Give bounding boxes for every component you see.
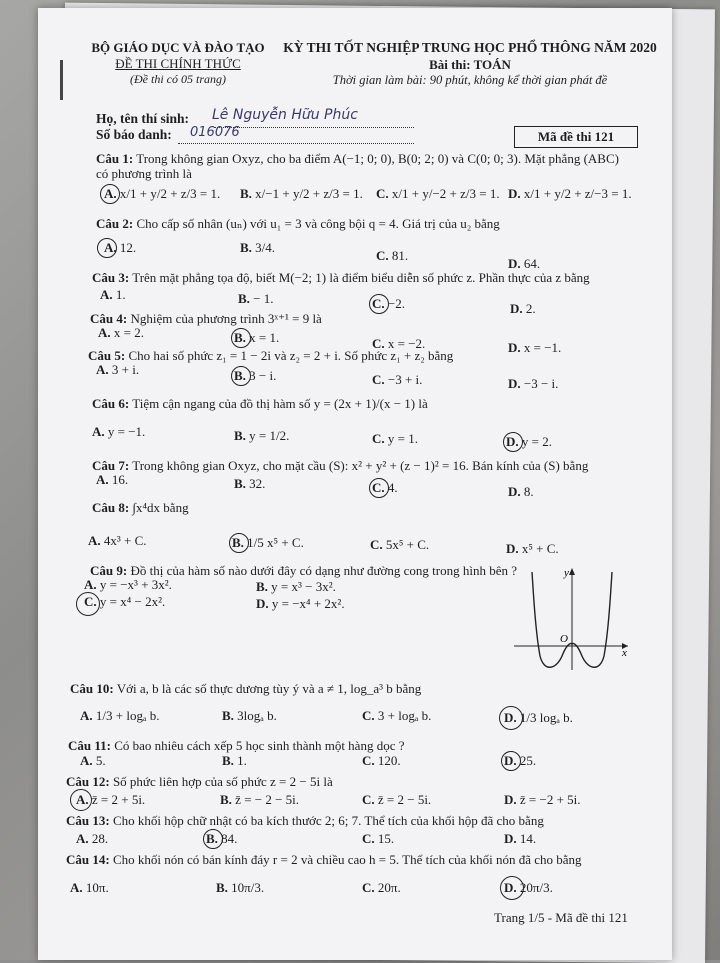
q8-option-a[interactable]: A. 4x³ + C.	[88, 533, 147, 548]
q9-graph	[510, 564, 632, 674]
q3-option-c[interactable]: C. −2.	[372, 296, 405, 311]
name-handwritten: Lê Nguyễn Hữu Phúc	[212, 107, 358, 123]
q2-option-b[interactable]: B. 3/4.	[240, 240, 276, 255]
q10-option-d[interactable]: D. 1/3 logₐ b.	[504, 710, 573, 725]
x-label: x	[622, 647, 627, 659]
q1-option-c[interactable]: C. x/1 + y/−2 + z/3 = 1.	[376, 186, 500, 201]
y-label: y	[564, 567, 569, 579]
name-dots	[214, 126, 414, 128]
q5-option-d[interactable]: D. −3 − i.	[508, 376, 559, 391]
q12-option-d[interactable]: D. z̄ = −2 + 5i.	[504, 792, 581, 807]
q5-answer-circle	[231, 366, 251, 386]
q7-stem: Câu 7: Trong không gian Oxyz, cho mặt cầu (S): x² + y² + (z − 1)² = 16. Bán kính của (S) bằng	[92, 458, 589, 473]
q8-option-c[interactable]: C. 5x⁵ + C.	[370, 537, 430, 552]
q1-text: Trong không gian Oxyz, cho ba điểm A(−1; 0; 0), B(0; 2; 0) và C(0; 0; 3). Mặt phẳng (ABC)	[136, 151, 619, 166]
q5-option-a[interactable]: A. 3 + i.	[96, 362, 140, 377]
time-limit: Thời gian làm bài: 90 phút, không kể thời gian phát đề	[332, 73, 608, 87]
q8-option-b[interactable]: B. 1/5 x⁵ + C.	[232, 535, 304, 550]
q11-answer-circle	[501, 751, 521, 771]
q7-answer-circle	[369, 478, 389, 498]
q1-stem	[96, 151, 619, 166]
q13-option-b[interactable]: B. 84.	[206, 831, 238, 846]
q12-stem: Câu 12: Số phức liên hợp của số phức z = 2 − 5i là	[66, 774, 333, 789]
q13-option-d[interactable]: D. 14.	[504, 831, 537, 846]
q11-option-a[interactable]: A. 5.	[80, 753, 106, 768]
q11-stem: Câu 11: Có bao nhiêu cách xếp 5 học sinh thành một hàng dọc ?	[68, 738, 405, 753]
q14-option-a[interactable]: A. 10π.	[70, 880, 109, 895]
y-axis-arrow-icon	[569, 568, 575, 575]
q6-stem: Câu 6: Tiệm cận ngang của đồ thị hàm số y = (2x + 1)/(x − 1) là	[92, 396, 428, 411]
q12-option-a[interactable]: A. z̄ = 2 + 5i.	[76, 792, 146, 807]
q4-option-d[interactable]: D. x = −1.	[508, 340, 562, 355]
q3-option-b[interactable]: B. − 1.	[238, 291, 274, 306]
q11-option-b[interactable]: B. 1.	[222, 753, 247, 768]
q13-stem: Câu 13: Cho khối hộp chữ nhật có ba kích thước 2; 6; 7. Thể tích của khối hộp đã cho bằng	[66, 813, 544, 828]
q8-answer-circle	[229, 533, 249, 553]
q9-answer-circle	[76, 592, 100, 616]
q7-option-d[interactable]: D. 8.	[508, 484, 534, 499]
q5-option-c[interactable]: C. −3 + i.	[372, 372, 423, 387]
id-dots	[178, 142, 414, 144]
q2-answer-circle	[97, 238, 117, 258]
q2-option-a[interactable]: A. 12.	[104, 240, 137, 255]
q1-option-a[interactable]: A. x/1 + y/2 + z/3 = 1.	[104, 186, 221, 201]
subject: Bài thi: TOÁN	[429, 57, 511, 72]
q8-option-d[interactable]: D. x⁵ + C.	[506, 541, 559, 556]
q7-option-a[interactable]: A. 16.	[96, 472, 129, 487]
ministry-name: BỘ GIÁO DỤC VÀ ĐÀO TẠO	[91, 40, 265, 55]
q13-option-c[interactable]: C. 15.	[362, 831, 395, 846]
q10-option-c[interactable]: C. 3 + logₐ b.	[362, 708, 432, 723]
q2-option-d[interactable]: D. 64.	[508, 256, 541, 271]
q10-stem: Câu 10: Với a, b là các số thực dương tùy ý và a ≠ 1, log_a³ b bằng	[70, 681, 422, 696]
q14-stem: Câu 14: Cho khối nón có bán kính đáy r = 2 và chiều cao h = 5. Thể tích của khối nón đã cho bằng	[66, 852, 582, 867]
q6-option-c[interactable]: C. y = 1.	[372, 431, 418, 446]
q14-option-d[interactable]: D. 20π/3.	[504, 880, 553, 895]
q6-option-a[interactable]: A. y = −1.	[92, 424, 146, 439]
q11-option-d[interactable]: D. 25.	[504, 753, 537, 768]
q10-option-b[interactable]: B. 3logₐ b.	[222, 708, 277, 723]
exam-title: KỲ THI TỐT NGHIỆP TRUNG HỌC PHỔ THÔNG NĂM 2020	[283, 40, 657, 55]
q7-option-c[interactable]: C. 4.	[372, 480, 398, 495]
q3-option-d[interactable]: D. 2.	[510, 301, 536, 316]
q10-answer-circle	[499, 706, 523, 730]
page-footer: Trang 1/5 - Mã đề thi 121	[494, 910, 628, 925]
q3-option-a[interactable]: A. 1.	[100, 287, 126, 302]
q1-option-b[interactable]: B. x/−1 + y/2 + z/3 = 1.	[240, 186, 363, 201]
q12-option-c[interactable]: C. z̄ = 2 − 5i.	[362, 792, 432, 807]
q12-option-b[interactable]: B. z̄ = − 2 − 5i.	[220, 792, 300, 807]
q12-answer-circle	[70, 789, 92, 811]
q2-option-c[interactable]: C. 81.	[376, 248, 409, 263]
q1-answer-circle	[100, 184, 120, 204]
official-label: ĐỀ THI CHÍNH THỨC	[115, 56, 241, 71]
q7-option-b[interactable]: B. 32.	[234, 476, 266, 491]
q5-stem: Câu 5: Cho hai số phức z₁ = 1 − 2i và z₂ = 2 + i. Số phức z₁ + z₂ bằng	[88, 348, 454, 363]
q1-stem-2: có phương trình là	[96, 166, 192, 181]
q14-answer-circle	[500, 876, 524, 900]
q14-option-b[interactable]: B. 10π/3.	[216, 880, 265, 895]
origin-label: O	[560, 633, 568, 645]
name-label: Họ, tên thí sinh:	[96, 111, 190, 126]
q5-option-b[interactable]: B. 3 − i.	[234, 368, 277, 383]
q13-option-a[interactable]: A. 28.	[76, 831, 109, 846]
id-label: Số báo danh:	[96, 127, 172, 142]
q4-option-c[interactable]: C. x = −2.	[372, 336, 426, 351]
q6-option-b[interactable]: B. y = 1/2.	[234, 428, 290, 443]
q9-option-c[interactable]: C. y = x⁴ − 2x².	[84, 594, 166, 609]
q13-answer-circle	[203, 829, 223, 849]
q4-stem: Câu 4: Nghiệm của phương trình 3ˣ⁺¹ = 9 là	[90, 311, 322, 326]
q1-head: Câu 1:	[96, 151, 134, 166]
q3-stem: Câu 3: Trên mặt phẳng tọa độ, biết M(−2; 1) là điểm biểu diễn số phức z. Phần thực của z bằng	[92, 270, 590, 285]
q6-answer-circle	[503, 432, 523, 452]
q9-stem: Câu 9: Đồ thị của hàm số nào dưới đây có dạng như đường cong trong hình bên ?	[90, 563, 517, 578]
q8-stem: Câu 8: ∫x⁴dx bằng	[92, 500, 189, 515]
q14-option-c[interactable]: C. 20π.	[362, 880, 401, 895]
page-count: (Đề thi có 05 trang)	[130, 72, 226, 86]
exam-code: Mã đề thi 121	[537, 129, 615, 144]
id-handwritten: 016076	[190, 125, 240, 140]
q4-option-b[interactable]: B. x = 1.	[234, 330, 280, 345]
q9-option-a[interactable]: A. y = −x³ + 3x².	[84, 577, 172, 592]
q3-answer-circle	[369, 294, 389, 314]
q2-stem: Câu 2: Cho cấp số nhân (uₙ) với u₁ = 3 và công bội q = 4. Giá trị của u₂ bằng	[96, 216, 500, 231]
pen-mark	[60, 60, 63, 100]
q4-option-a[interactable]: A. x = 2.	[98, 325, 144, 340]
q9-option-b[interactable]: B. y = x³ − 3x².	[256, 579, 336, 594]
q4-answer-circle	[231, 328, 251, 348]
q1-option-d[interactable]: D. x/1 + y/2 + z/−3 = 1.	[508, 186, 632, 201]
q6-option-d[interactable]: D. y = 2.	[506, 434, 552, 449]
q10-option-a[interactable]: A. 1/3 + logₐ b.	[80, 708, 160, 723]
q9-option-d[interactable]: D. y = −x⁴ + 2x².	[256, 596, 345, 611]
q11-option-c[interactable]: C. 120.	[362, 753, 401, 768]
